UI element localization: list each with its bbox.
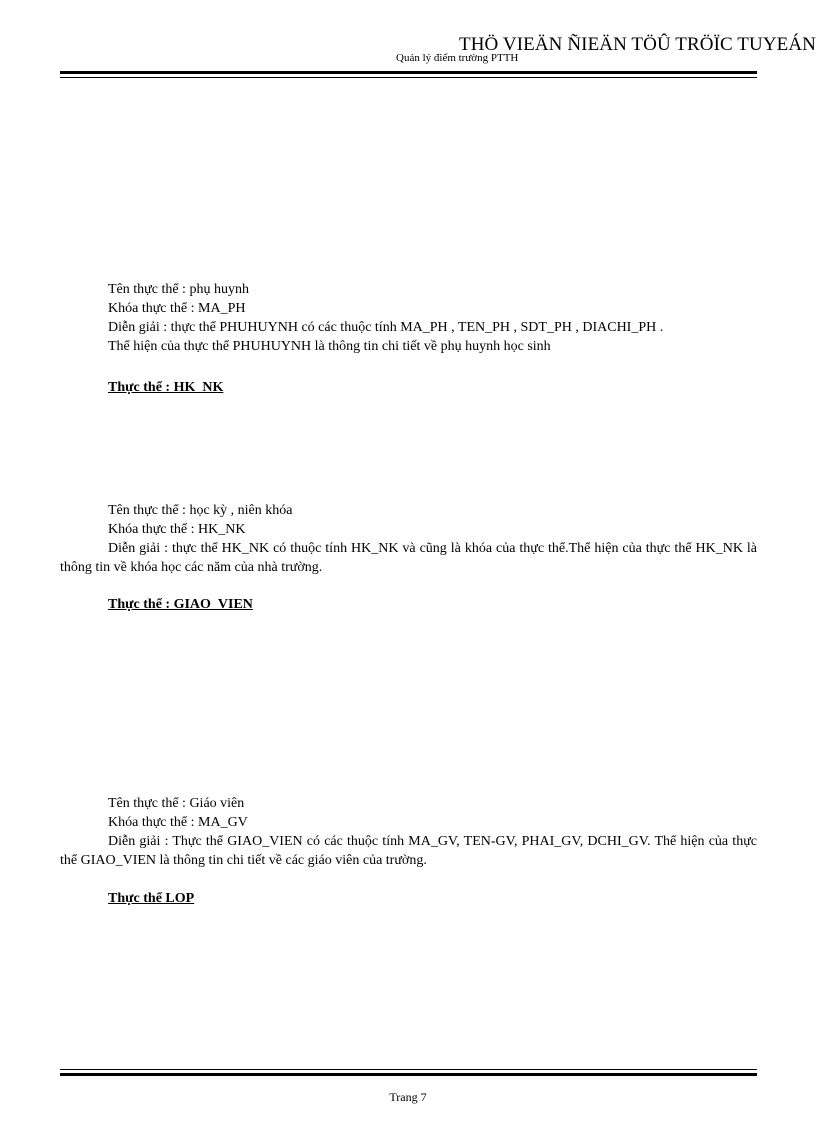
header-rule bbox=[60, 71, 757, 78]
entity-key: Khóa thực thể : HK_NK bbox=[108, 522, 246, 537]
watermark-text: THÖ VIEÄN ÑIEÄN TÖÛ TRÖÏC TUYEÁN bbox=[459, 34, 816, 55]
entity-name: Tên thực thể : học kỳ , niên khóa bbox=[108, 503, 293, 518]
section-giao-vien bbox=[60, 794, 757, 870]
entity-description: Diễn giải : thực thể PHUHUYNH có các thuộc tính MA_PH , TEN_PH , SDT_PH , DIACHI_PH . bbox=[108, 320, 664, 335]
heading-hk-nk: Thực thể : HK_NK bbox=[108, 380, 224, 395]
entity-name: Tên thực thể : phụ huynh bbox=[108, 282, 249, 297]
entity-name: Tên thực thể : Giáo viên bbox=[108, 796, 245, 811]
section-hk-nk bbox=[60, 501, 757, 577]
entity-key: Khóa thực thể : MA_GV bbox=[108, 815, 248, 830]
footer-rule bbox=[60, 1069, 757, 1076]
entity-key: Khóa thực thể : MA_PH bbox=[108, 301, 246, 316]
section-phu-huynh bbox=[60, 280, 757, 356]
heading-giao-vien: Thực thể : GIAO_VIEN bbox=[108, 597, 253, 612]
header-subtitle: Quản lý điểm trường PTTH bbox=[396, 52, 519, 64]
entity-description: Diễn giải : Thực thể GIAO_VIEN có các thuộc tính MA_GV, TEN-GV, PHAI_GV, DCHI_GV. Thể hiện của thực thể GIAO_VIEN là thông tin chi tiết về các giáo viên của trường. bbox=[60, 834, 757, 868]
page-number: Trang 7 bbox=[389, 1090, 427, 1104]
entity-description-cont: Thể hiện của thực thể PHUHUYNH là thông tin chi tiết về phụ huynh học sinh bbox=[108, 339, 551, 354]
entity-description: Diễn giải : thực thể HK_NK có thuộc tính HK_NK và cũng là khóa của thực thể.Thể hiện của thực thể HK_NK là thông tin về khóa học các năm của nhà trường. bbox=[60, 541, 757, 575]
heading-lop: Thực thể LOP bbox=[108, 891, 195, 906]
